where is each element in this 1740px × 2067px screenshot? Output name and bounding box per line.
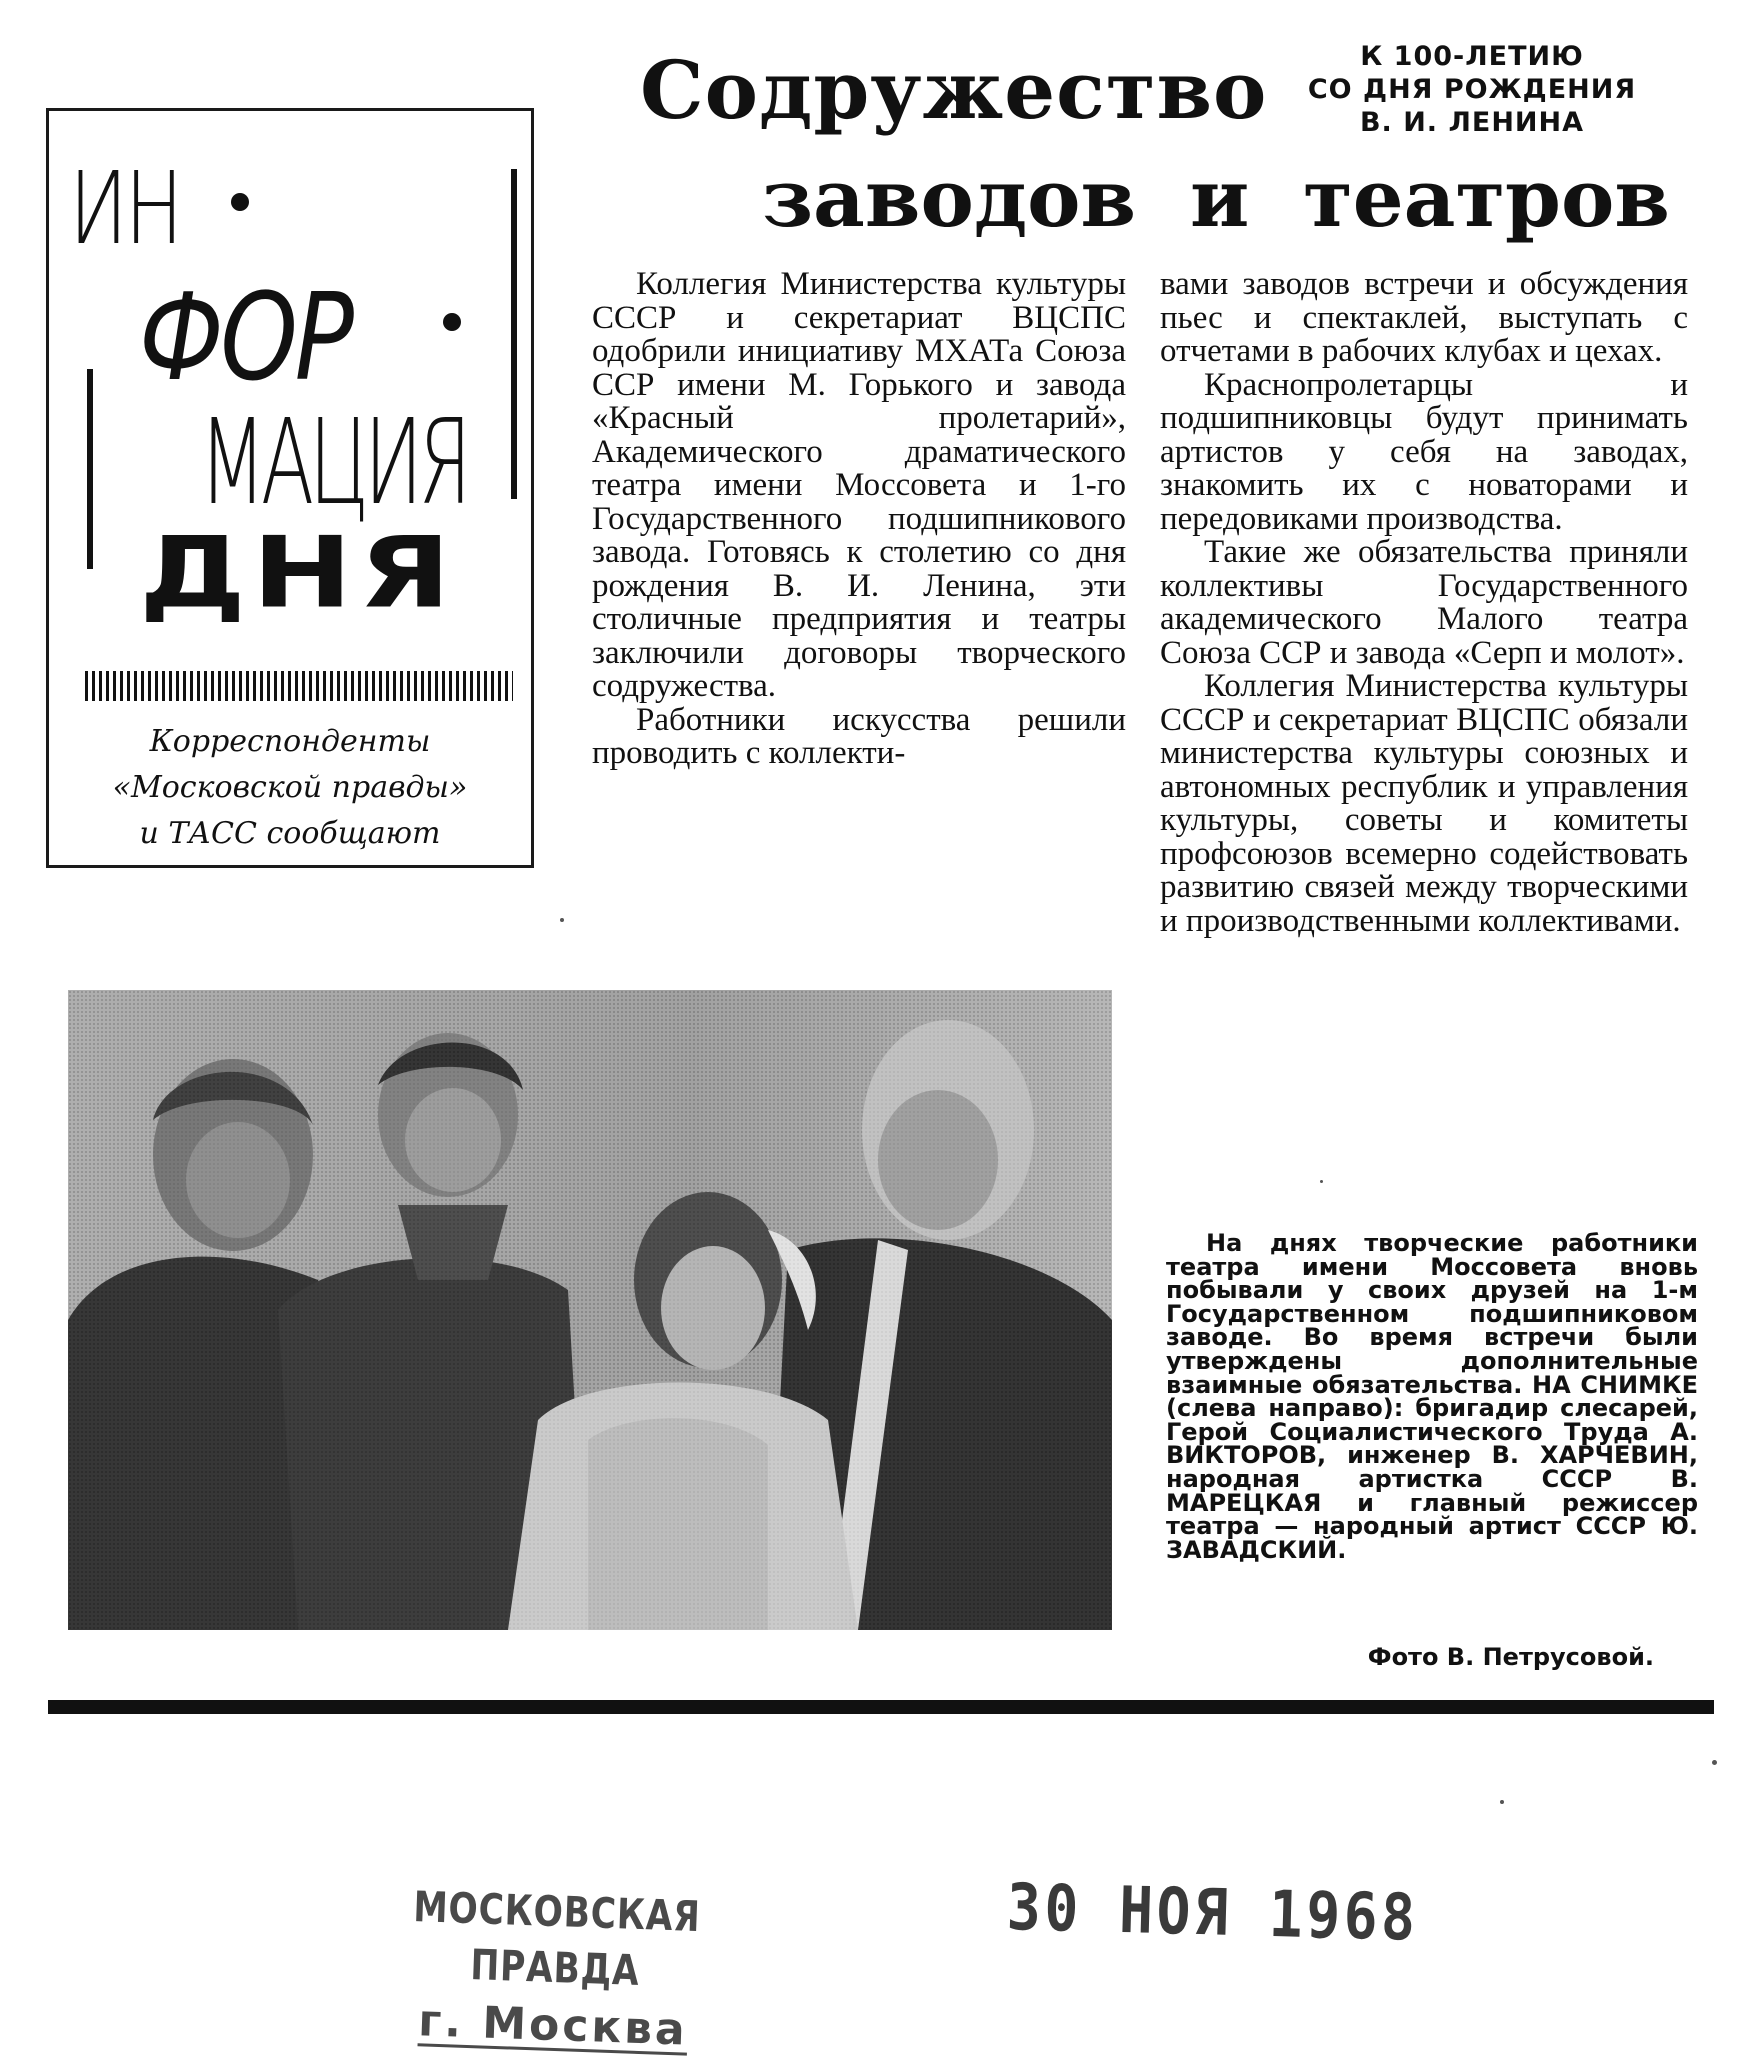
photo-caption-text: На днях творческие работники театра имени Моссовета вновь побывали у своих друзей на 1-м Государственном подшипниковом заводе. Во время встречи были утверждены дополнительные взаимные обязательства. НА СНИМКЕ (слева направо): бригадир слесарей, Герой Социалистического Труда А. ВИКТОРОВ, инженер В. ХАРЧЕВИН, народная артистка СССР В. МАРЕЦКАЯ и главный режиссер театра — народный артист СССР Ю. ЗАВАДСКИЙ. [1166,1229,1698,1564]
rubric-caption-line: «Московской правды» [112,770,468,805]
headline-line-2: заводов и театров [762,151,1670,245]
paper-speck [1712,1760,1717,1765]
paper-speck [1500,1800,1504,1804]
article-paragraph: Работники искусства решили проводить с коллекти- [592,701,1126,771]
rubric-line-2: ФОР [139,269,351,408]
rubric-line-3: МАЦИЯ [199,393,467,531]
article-column-1 [592,268,1126,771]
kicker-line: СО ДНЯ РОЖДЕНИЯ [1307,74,1637,105]
headline-line-1: Содружество [640,43,1268,137]
article-paragraph: Краснопролетарцы и подшипниковцы будут принимать артистов у себя на заводах, знакомить их с новаторами и передовиками производства. [1160,366,1688,537]
article-paragraph: Такие же обязательства приняли коллективы Государственного академического Малого театра Союза ССР и завода «Серп и молот». [1160,534,1688,671]
rubric-bar-right [511,169,517,499]
rubric-dot-icon [231,193,249,211]
paper-speck [1320,1180,1323,1183]
paper-speck [560,918,564,922]
rubric-caption-line: Корреспонденты [149,724,431,759]
source-stamp [337,1877,773,2064]
photo-image [68,990,1112,1630]
rubric-caption [49,719,531,857]
article-paragraph: Коллегия Министерства культуры СССР и секретариат ВЦСПС обязали министерства культуры союзных и автономных республик и управления культуры, советы и комитеты профсоюзов всемерно содействовать развитию связей между творческими и производственными коллективами. [1160,668,1688,939]
photo-caption [1166,1229,1698,1564]
news-photo [68,990,1112,1630]
kicker-line: К 100-ЛЕТИЮ [1360,41,1584,72]
rubric-box [46,108,534,868]
rubric-line-1: ИН [69,150,181,267]
source-stamp-line-2: г. Москва [417,1995,689,2056]
kicker-line: В. И. ЛЕНИНА [1359,107,1585,138]
article-column-2 [1160,268,1688,938]
article-paragraph: вами заводов встречи и обсуждения пьес и спектаклей, выступать с отчетами в рабочих клубах и цехах. [1160,266,1688,369]
rubric-barcode-rule [85,671,513,701]
anniversary-kicker [1272,40,1672,139]
source-stamp-line-1: МОСКОВСКАЯ ПРАВДА [412,1882,702,1995]
rubric-line-4: ДНЯ [139,516,457,631]
date-stamp: 30 НОЯ 1968 [1005,1870,1420,1956]
bottom-rule [48,1700,1714,1714]
article-paragraph: Коллегия Министерства культуры СССР и секретариат ВЦСПС одобрили инициативу МХАТа Союза ССР имени М. Горького и завода «Красный пролетарий», Академического драматического театра имени Моссовета и 1-го Государственного подшипникового завода. Готовясь к столетию со дня рождения В. И. Ленина, эти столичные предприятия и театры заключили договоры творческого содружества. [592,266,1126,704]
rubric-dot-icon [443,313,461,331]
photo-credit: Фото В. Петрусовой. [1367,1643,1654,1671]
rubric-caption-line: и ТАСС сообщают [139,816,441,851]
